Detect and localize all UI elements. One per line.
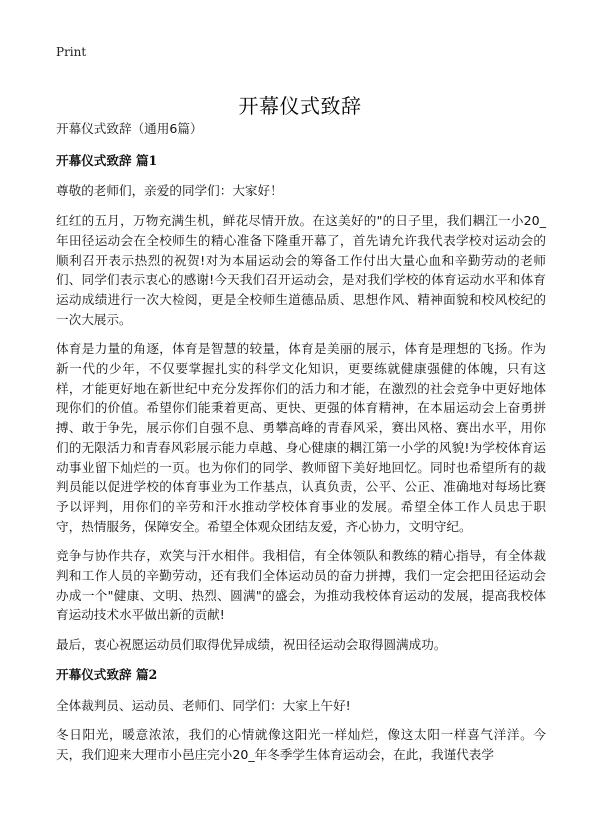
section1-greeting: 尊敬的老师们，亲爱的同学们：大家好！ <box>56 183 283 199</box>
document-subtitle: 开幕仪式致辞（通用6篇） <box>56 121 203 136</box>
section1-paragraph-4: 最后，衷心祝愿运动员们取得优异成绩，祝田径运动会取得圆满成功。 <box>56 637 447 653</box>
section1-paragraph-1: 红红的五月，万物充满生机，鲜花尽情开放。在这美好的"的日子里，我们耦江一小20_年田径运动会在全校师生的精心准备下隆重开幕了，首先请允许我代表学校对运动会的顺利召开表示热烈的祝贺!对为本届运动会的筹备工作付出大量心血和辛勤劳动的老师们、同学们表示衷心的感谢!今天我们召开运动会，是对我们学校的体育运动水平和体育运动成绩进行一次大检阅，更是全校师生道德品质、思想作风、精神面貌和校风校纪的一次大展示。 <box>56 213 546 327</box>
section-heading-number: 篇1 <box>135 152 158 168</box>
section-heading-1 <box>56 151 546 171</box>
document-body <box>56 119 546 775</box>
section-heading-number: 篇2 <box>135 666 158 682</box>
section-heading-text: 开幕仪式致辞 <box>56 666 136 682</box>
section-heading-2 <box>56 665 546 685</box>
section-heading-text: 开幕仪式致辞 <box>56 152 136 168</box>
page-title: 开幕仪式致辞 <box>238 94 362 119</box>
section2-paragraph-1: 冬日阳光，暖意浓浓，我们的心情就像这阳光一样灿烂，像这太阳一样喜气洋洋。今天，我们迎来大理市小邑庄完小20_年冬季学生体育运动会，在此，我谨代表学 <box>56 727 546 762</box>
section1-paragraph-2: 体育是力量的角逐，体育是智慧的较量，体育是美丽的展示，体育是理想的飞扬。作为新一代的少年，不仅要掌握扎实的科学文化知识，更要练就健康强健的体魄，只有这样，才能更好地在新世纪中充分发挥你们的活力和才能，在激烈的社会竞争中更好地体现你们的价值。希望你们能秉着更高、更快、更强的体育精神，在本届运动会上奋勇拼搏、敢于争先，展示你们自强不息、勇攀高峰的青春风采，赛出风格、赛出水平，用你们的无限活力和青春风彩展示能力卓越、身心健康的耦江第一小学的风貌!为学校体育运动事业留下灿烂的一页。也为你们的同学、教师留下美好地回忆。同时也希望所有的裁判员能以促进学校的体育事业为工作基点，认真负责，公平、公正、准确地对每场比赛予以评判，用你们的辛劳和汗水推动学校体育事业的发展。希望全体工作人员忠于职守，热情服务，保障安全。希望全体观众团结友爱，齐心协力，文明守纪。 <box>56 341 546 534</box>
print-link[interactable]: Print <box>56 45 87 59</box>
section2-greeting: 全体裁判员、运动员、老师们、同学们：大家上午好! <box>56 697 351 713</box>
section1-paragraph-3: 竞争与协作共存，欢笑与汗水相伴。我相信，有全体领队和教练的精心指导，有全体裁判和工作人员的辛勤劳动，还有我们全体运动员的奋力拼搏，我们一定会把田径运动会办成一个"健康、文明、热烈、圆满"的盛会，为推动我校体育运动的发展，提高我校体育运动技术水平做出新的贡献! <box>56 548 546 623</box>
